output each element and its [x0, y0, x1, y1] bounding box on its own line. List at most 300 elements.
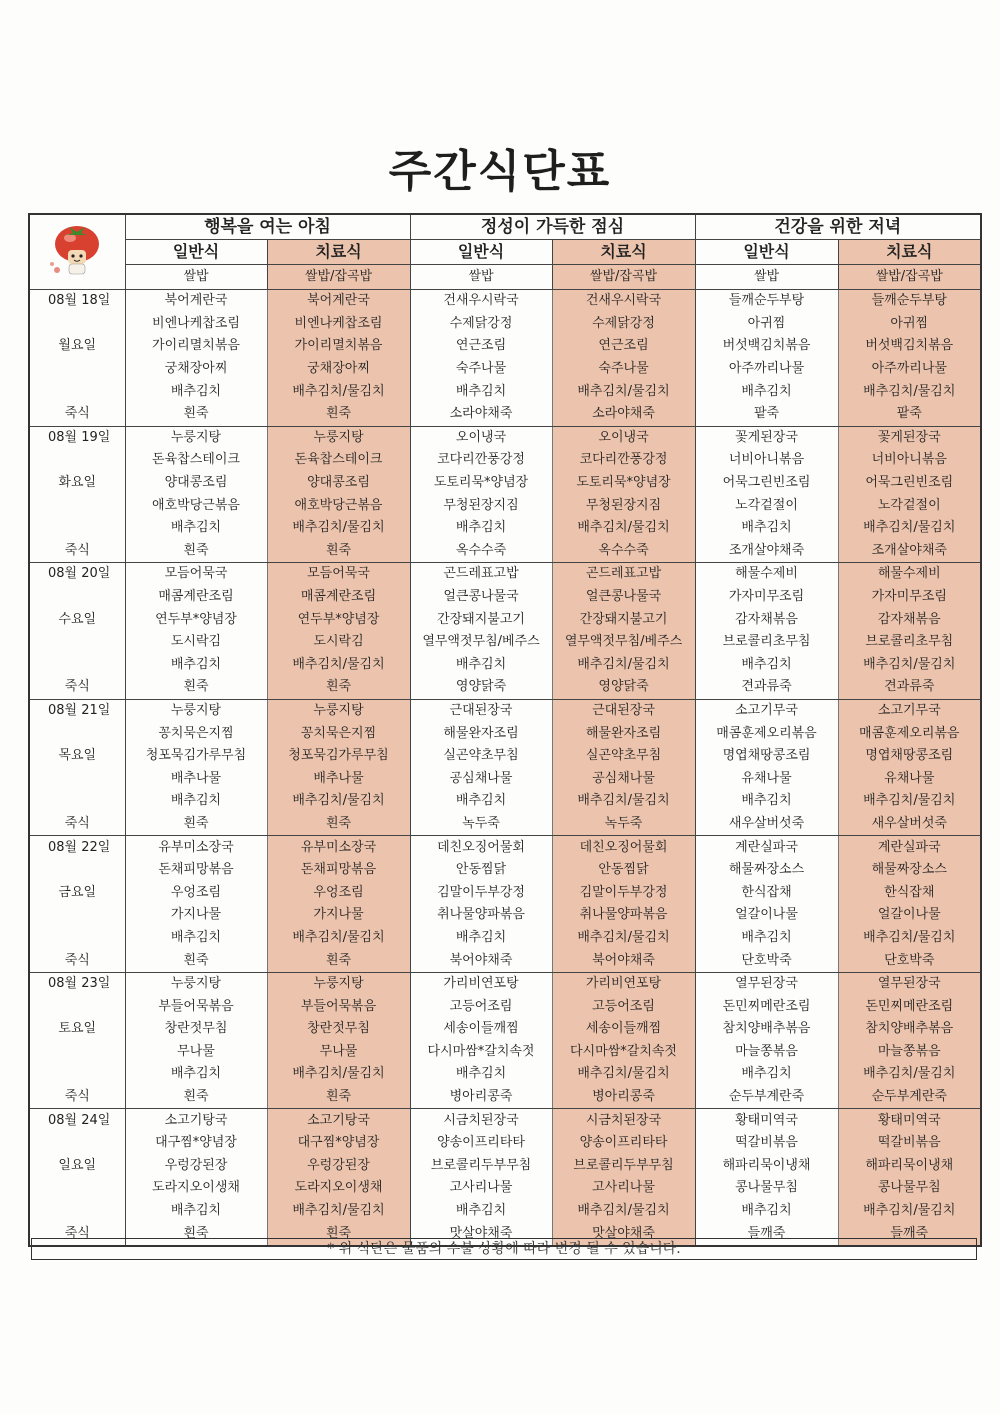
menu-item: 매콤훈제오리볶음 [838, 722, 981, 745]
day-date: 08월 21일 [29, 699, 125, 722]
menu-item: 돈민찌메란조림 [838, 995, 981, 1018]
day-label-empty [29, 449, 125, 472]
menu-item: 가자미무조림 [838, 586, 981, 609]
menu-item: 꽃게된장국 [838, 426, 981, 449]
menu-item: 아주까리나물 [838, 358, 981, 381]
menu-item: 무청된장지짐 [410, 494, 552, 517]
lunch-rice-regular: 쌀밥 [410, 265, 552, 290]
menu-item: 얼갈이나물 [838, 904, 981, 927]
dinner-regular-header: 일반식 [695, 240, 838, 265]
menu-item: 단호박죽 [838, 949, 981, 972]
menu-item: 건새우시락국 [410, 290, 552, 313]
menu-row [29, 904, 981, 927]
menu-item: 배추김치/물김치 [552, 517, 695, 540]
menu-item: 노각겉절이 [838, 494, 981, 517]
breakfast-rice-therapy: 쌀밥/잡곡밥 [267, 265, 410, 290]
menu-row [29, 949, 981, 972]
menu-item: 황태미역국 [838, 1109, 981, 1132]
menu-item: 애호박당근볶음 [267, 494, 410, 517]
menu-item: 배추김치/물김치 [838, 654, 981, 677]
menu-item: 도라지오이생채 [267, 1177, 410, 1200]
menu-row [29, 449, 981, 472]
menu-item: 궁채장아찌 [125, 358, 267, 381]
day-label-empty [29, 358, 125, 381]
menu-item: 흰죽 [267, 1086, 410, 1109]
day-label-empty [29, 1132, 125, 1155]
menu-row [29, 403, 981, 426]
menu-item: 맛살야채죽 [552, 1222, 695, 1246]
menu-item: 계란실파국 [695, 836, 838, 859]
menu-row [29, 517, 981, 540]
menu-item: 우엉조림 [125, 881, 267, 904]
menu-item: 배추김치 [410, 927, 552, 950]
day-date: 08월 19일 [29, 426, 125, 449]
menu-item: 배추김치 [695, 790, 838, 813]
meal-dinner-title: 건강을 위한 저녁 [695, 214, 981, 240]
menu-row [29, 1018, 981, 1041]
day-date: 08월 20일 [29, 563, 125, 586]
menu-item: 해물짜장소스 [838, 859, 981, 882]
menu-item: 감자채볶음 [695, 608, 838, 631]
menu-item: 유채나물 [838, 767, 981, 790]
menu-item: 배추김치/물김치 [552, 1063, 695, 1086]
menu-row [29, 654, 981, 677]
day-label-empty [29, 767, 125, 790]
menu-item: 소고기무국 [695, 699, 838, 722]
day-label-empty [29, 859, 125, 882]
menu-item: 들깨순두부탕 [695, 290, 838, 313]
menu-item: 도시락김 [125, 631, 267, 654]
menu-item: 옥수수죽 [410, 540, 552, 563]
lunch-rice-therapy: 쌀밥/잡곡밥 [552, 265, 695, 290]
menu-item: 가자미무조림 [695, 586, 838, 609]
menu-item: 숙주나물 [410, 358, 552, 381]
menu-item: 한식잡채 [695, 881, 838, 904]
menu-row [29, 790, 981, 813]
menu-item: 누룽지탕 [267, 972, 410, 995]
menu-row [29, 1200, 981, 1223]
menu-item: 열무액젓무침/베주스 [410, 631, 552, 654]
menu-item: 배추김치 [410, 517, 552, 540]
menu-item: 팥죽 [695, 403, 838, 426]
day-date: 08월 23일 [29, 972, 125, 995]
day-label-empty [29, 904, 125, 927]
menu-item: 흰죽 [125, 403, 267, 426]
menu-item: 양송이프리타타 [410, 1132, 552, 1155]
menu-item: 김말이두부강정 [410, 881, 552, 904]
menu-item: 해파리묵이냉채 [838, 1155, 981, 1178]
menu-item: 고등어조림 [410, 995, 552, 1018]
menu-item: 가지나물 [267, 904, 410, 927]
menu-item: 창란젓무침 [125, 1018, 267, 1041]
menu-item: 유부미소장국 [125, 836, 267, 859]
day-date: 08월 18일 [29, 290, 125, 313]
menu-item: 비엔나케찹조림 [125, 313, 267, 336]
menu-item: 부들어묵볶음 [125, 995, 267, 1018]
menu-item: 해물짜장소스 [695, 859, 838, 882]
menu-item: 무나물 [125, 1041, 267, 1064]
menu-row [29, 631, 981, 654]
menu-row [29, 767, 981, 790]
menu-item: 배추김치 [125, 1063, 267, 1086]
day-label-empty [29, 1200, 125, 1223]
meal-header-row [29, 214, 981, 240]
menu-item: 단호박죽 [695, 949, 838, 972]
menu-item: 공심채나물 [552, 767, 695, 790]
menu-item: 얼갈이나물 [695, 904, 838, 927]
meal-lunch-title: 정성이 가득한 점심 [410, 214, 695, 240]
menu-item: 애호박당근볶음 [125, 494, 267, 517]
menu-item: 브로콜리초무침 [695, 631, 838, 654]
day-date: 08월 24일 [29, 1109, 125, 1132]
menu-item: 배추김치 [125, 790, 267, 813]
menu-item: 브로콜리두부무침 [410, 1155, 552, 1178]
day-weekday: 수요일 [29, 608, 125, 631]
menu-item: 오이냉국 [552, 426, 695, 449]
menu-item: 병아리콩죽 [410, 1086, 552, 1109]
day-label-empty [29, 1041, 125, 1064]
menu-item: 매콤훈제오리볶음 [695, 722, 838, 745]
menu-item: 배추김치/물김치 [267, 654, 410, 677]
menu-row [29, 1086, 981, 1109]
menu-row [29, 1063, 981, 1086]
menu-item: 배추김치 [695, 654, 838, 677]
menu-row [29, 540, 981, 563]
menu-item: 흰죽 [267, 949, 410, 972]
menu-item: 북어계란국 [267, 290, 410, 313]
menu-item: 부들어묵볶음 [267, 995, 410, 1018]
menu-item: 병아리콩죽 [552, 1086, 695, 1109]
menu-row [29, 836, 981, 859]
menu-item: 소라야채죽 [410, 403, 552, 426]
day-weekday: 토요일 [29, 1018, 125, 1041]
menu-item: 영양닭죽 [552, 676, 695, 699]
menu-item: 배추김치/물김치 [838, 517, 981, 540]
menu-item: 버섯백김치볶음 [695, 335, 838, 358]
menu-item: 도시락김 [267, 631, 410, 654]
menu-item: 소고기탕국 [125, 1109, 267, 1132]
menu-item: 배추김치 [125, 654, 267, 677]
menu-item: 들깨죽 [838, 1222, 981, 1246]
day-label-empty [29, 380, 125, 403]
menu-item: 궁채장아찌 [267, 358, 410, 381]
menu-row [29, 313, 981, 336]
menu-item: 해파리묵이냉채 [695, 1155, 838, 1178]
menu-item: 소고기탕국 [267, 1109, 410, 1132]
menu-item: 배추김치/물김치 [838, 1200, 981, 1223]
menu-item: 배추김치 [695, 1063, 838, 1086]
porridge-label: 죽식 [29, 676, 125, 699]
menu-item: 매콤계란조림 [267, 586, 410, 609]
day-weekday: 화요일 [29, 472, 125, 495]
menu-item: 버섯백김치볶음 [838, 335, 981, 358]
menu-item: 간장돼지불고기 [552, 608, 695, 631]
menu-item: 시금치된장국 [552, 1109, 695, 1132]
menu-item: 꽃게된장국 [695, 426, 838, 449]
day-label-empty [29, 586, 125, 609]
breakfast-rice-regular: 쌀밥 [125, 265, 267, 290]
menu-row [29, 699, 981, 722]
menu-row [29, 881, 981, 904]
weekly-menu-table [28, 213, 982, 1247]
menu-item: 흰죽 [125, 676, 267, 699]
menu-item: 다시마쌈*갈치속젓 [552, 1041, 695, 1064]
menu-item: 수제닭강정 [410, 313, 552, 336]
menu-item: 도토리묵*양념장 [552, 472, 695, 495]
porridge-label: 죽식 [29, 1086, 125, 1109]
menu-row [29, 972, 981, 995]
menu-item: 열무액젓무침/베주스 [552, 631, 695, 654]
menu-item: 해물수제비 [695, 563, 838, 586]
menu-item: 열무된장국 [838, 972, 981, 995]
day-weekday: 일요일 [29, 1155, 125, 1178]
menu-item: 건새우시락국 [552, 290, 695, 313]
day-weekday: 월요일 [29, 335, 125, 358]
menu-item: 데친오징어물회 [410, 836, 552, 859]
menu-item: 코다리깐풍강정 [552, 449, 695, 472]
menu-item: 공심채나물 [410, 767, 552, 790]
menu-item: 흰죽 [267, 1222, 410, 1246]
day-label-empty [29, 1177, 125, 1200]
menu-row [29, 426, 981, 449]
menu-item: 배추김치/물김치 [838, 927, 981, 950]
menu-item: 마늘쫑볶음 [695, 1041, 838, 1064]
menu-item: 녹두죽 [552, 813, 695, 836]
menu-item: 배추김치 [410, 790, 552, 813]
menu-row [29, 335, 981, 358]
menu-item: 배추김치/물김치 [267, 1200, 410, 1223]
menu-item: 배추김치 [125, 927, 267, 950]
menu-item: 배추김치 [410, 380, 552, 403]
menu-row [29, 472, 981, 495]
menu-item: 유채나물 [695, 767, 838, 790]
porridge-label: 죽식 [29, 813, 125, 836]
menu-item: 흰죽 [125, 1086, 267, 1109]
menu-row [29, 608, 981, 631]
menu-item: 청포묵김가루무침 [267, 745, 410, 768]
menu-item: 양송이프리타타 [552, 1132, 695, 1155]
menu-item: 배추김치 [410, 1063, 552, 1086]
menu-item: 도라지오이생채 [125, 1177, 267, 1200]
menu-row [29, 1177, 981, 1200]
day-label-empty [29, 494, 125, 517]
day-label-empty [29, 313, 125, 336]
menu-item: 새우살버섯죽 [838, 813, 981, 836]
menu-item: 브로콜리초무침 [838, 631, 981, 654]
menu-item: 연두부*양념장 [267, 608, 410, 631]
menu-item: 실곤약초무침 [552, 745, 695, 768]
menu-row [29, 745, 981, 768]
menu-item: 배추김치 [125, 1200, 267, 1223]
menu-item: 콩나물무침 [695, 1177, 838, 1200]
menu-item: 배추김치/물김치 [838, 380, 981, 403]
menu-item: 배추김치/물김치 [267, 517, 410, 540]
menu-item: 비엔나케찹조림 [267, 313, 410, 336]
menu-item: 연근조림 [410, 335, 552, 358]
menu-item: 흰죽 [125, 949, 267, 972]
menu-item: 배추김치 [410, 1200, 552, 1223]
page-title: 주간식단표 [388, 146, 612, 197]
diet-type-row [29, 240, 981, 265]
menu-item: 들깨순두부탕 [838, 290, 981, 313]
lunch-regular-header: 일반식 [410, 240, 552, 265]
menu-item: 연근조림 [552, 335, 695, 358]
day-label-empty [29, 517, 125, 540]
porridge-label: 죽식 [29, 540, 125, 563]
menu-item: 북어계란국 [125, 290, 267, 313]
menu-item: 대구찜*양념장 [267, 1132, 410, 1155]
menu-item: 모듬어묵국 [267, 563, 410, 586]
menu-item: 누룽지탕 [267, 699, 410, 722]
menu-item: 도토리묵*양념장 [410, 472, 552, 495]
dinner-rice-regular: 쌀밥 [695, 265, 838, 290]
menu-row [29, 1155, 981, 1178]
menu-item: 김말이두부강정 [552, 881, 695, 904]
menu-item: 영양닭죽 [410, 676, 552, 699]
menu-item: 배추김치 [695, 927, 838, 950]
menu-item: 아귀찜 [838, 313, 981, 336]
day-label-empty [29, 995, 125, 1018]
menu-item: 흰죽 [125, 1222, 267, 1246]
menu-item: 가이리멸치볶음 [267, 335, 410, 358]
menu-row [29, 380, 981, 403]
menu-item: 가리비연포탕 [552, 972, 695, 995]
menu-item: 근대된장국 [552, 699, 695, 722]
menu-item: 순두부계란죽 [695, 1086, 838, 1109]
menu-item: 배추김치/물김치 [552, 790, 695, 813]
menu-item: 누룽지탕 [125, 699, 267, 722]
menu-item: 수제닭강정 [552, 313, 695, 336]
menu-item: 옥수수죽 [552, 540, 695, 563]
menu-item: 녹두죽 [410, 813, 552, 836]
day-weekday: 목요일 [29, 745, 125, 768]
menu-item: 배추김치 [125, 517, 267, 540]
menu-item: 흰죽 [125, 813, 267, 836]
menu-item: 해물완자조림 [410, 722, 552, 745]
menu-row [29, 563, 981, 586]
day-label-empty [29, 722, 125, 745]
menu-item: 배추김치/물김치 [267, 790, 410, 813]
menu-item: 배추김치 [410, 654, 552, 677]
menu-item: 배추김치 [695, 1200, 838, 1223]
menu-item: 떡갈비볶음 [695, 1132, 838, 1155]
menu-item: 노각겉절이 [695, 494, 838, 517]
menu-item: 창란젓무침 [267, 1018, 410, 1041]
menu-item: 배추나물 [267, 767, 410, 790]
porridge-label: 죽식 [29, 1222, 125, 1246]
menu-item: 곤드레표고밥 [552, 563, 695, 586]
menu-item: 배추김치/물김치 [552, 1200, 695, 1223]
menu-item: 흰죽 [267, 813, 410, 836]
menu-item: 황태미역국 [695, 1109, 838, 1132]
menu-item: 간장돼지불고기 [410, 608, 552, 631]
menu-item: 너비아니볶음 [838, 449, 981, 472]
menu-item: 모듬어묵국 [125, 563, 267, 586]
menu-item: 세송이들깨찜 [410, 1018, 552, 1041]
menu-item: 들깨죽 [695, 1222, 838, 1246]
porridge-label: 죽식 [29, 949, 125, 972]
menu-item: 시금치된장국 [410, 1109, 552, 1132]
menu-row [29, 494, 981, 517]
menu-row [29, 1041, 981, 1064]
menu-item: 감자채볶음 [838, 608, 981, 631]
menu-item: 고사리나물 [552, 1177, 695, 1200]
menu-item: 어묵그린빈조림 [695, 472, 838, 495]
menu-item: 조개살야채죽 [695, 540, 838, 563]
menu-item: 세송이들깨찜 [552, 1018, 695, 1041]
menu-item: 얼큰콩나물국 [410, 586, 552, 609]
menu-item: 계란실파국 [838, 836, 981, 859]
menu-item: 한식잡채 [838, 881, 981, 904]
day-label-empty [29, 631, 125, 654]
menu-item: 배추김치/물김치 [267, 1063, 410, 1086]
meal-breakfast-title: 행복을 여는 아침 [125, 214, 410, 240]
menu-item: 누룽지탕 [125, 426, 267, 449]
menu-item: 해물완자조림 [552, 722, 695, 745]
menu-item: 가이리멸치볶음 [125, 335, 267, 358]
menu-item: 열무된장국 [695, 972, 838, 995]
menu-item: 돈채피망볶음 [125, 859, 267, 882]
breakfast-therapy-header: 치료식 [267, 240, 410, 265]
menu-item: 배추김치/물김치 [552, 380, 695, 403]
menu-row [29, 1109, 981, 1132]
day-label-empty [29, 790, 125, 813]
menu-row [29, 1132, 981, 1155]
menu-item: 배추김치/물김치 [838, 1063, 981, 1086]
menu-item: 안동찜닭 [410, 859, 552, 882]
menu-item: 다시마쌈*갈치속젓 [410, 1041, 552, 1064]
menu-item: 돈채피망볶음 [267, 859, 410, 882]
menu-item: 아귀찜 [695, 313, 838, 336]
menu-item: 견과류죽 [695, 676, 838, 699]
menu-item: 데친오징어물회 [552, 836, 695, 859]
porridge-label: 죽식 [29, 403, 125, 426]
menu-item: 배추김치/물김치 [267, 927, 410, 950]
menu-item: 명엽채땅콩조림 [695, 745, 838, 768]
menu-row [29, 290, 981, 313]
menu-item: 배추김치/물김치 [838, 790, 981, 813]
menu-item: 아주까리나물 [695, 358, 838, 381]
menu-row [29, 358, 981, 381]
menu-item: 가리비연포탕 [410, 972, 552, 995]
menu-item: 떡갈비볶음 [838, 1132, 981, 1155]
day-date: 08월 22일 [29, 836, 125, 859]
menu-item: 배추김치 [125, 380, 267, 403]
menu-item: 배추김치/물김치 [552, 927, 695, 950]
menu-item: 명엽채땅콩조림 [838, 745, 981, 768]
menu-item: 배추김치 [695, 380, 838, 403]
dinner-rice-therapy: 쌀밥/잡곡밥 [838, 265, 981, 290]
menu-row [29, 676, 981, 699]
menu-item: 우렁강된장 [267, 1155, 410, 1178]
menu-item: 취나물양파볶음 [410, 904, 552, 927]
menu-item: 근대된장국 [410, 699, 552, 722]
menu-item: 북어야채죽 [410, 949, 552, 972]
menu-item: 소고기무국 [838, 699, 981, 722]
menu-item: 참치양배추볶음 [838, 1018, 981, 1041]
menu-item: 양대콩조림 [125, 472, 267, 495]
menu-row [29, 995, 981, 1018]
day-label-empty [29, 654, 125, 677]
menu-item: 실곤약초무침 [410, 745, 552, 768]
day-label-empty [29, 1063, 125, 1086]
menu-item: 소라야채죽 [552, 403, 695, 426]
menu-item: 팥죽 [838, 403, 981, 426]
menu-item: 우엉조림 [267, 881, 410, 904]
day-label-empty [29, 927, 125, 950]
menu-item: 견과류죽 [838, 676, 981, 699]
menu-item: 안동찜닭 [552, 859, 695, 882]
